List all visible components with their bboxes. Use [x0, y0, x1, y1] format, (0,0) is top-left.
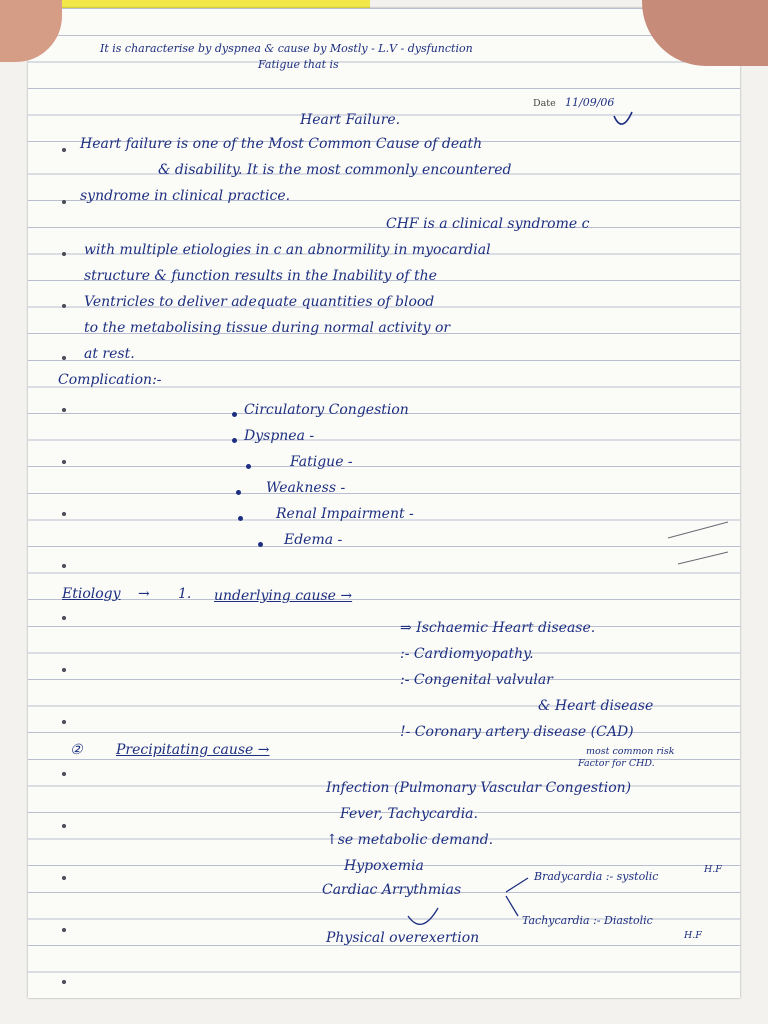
etiology-number: 1.	[178, 586, 192, 602]
margin-pencil-stroke	[668, 522, 728, 538]
paragraph2-line5: to the metabolising tissue during normal activity or	[84, 320, 451, 336]
complication-heading: Complication:-	[58, 372, 162, 388]
date-label: Date	[533, 98, 556, 109]
complication-item: Dyspnea -	[244, 428, 315, 444]
precipitating-heading: Precipitating cause →	[116, 742, 270, 758]
precipitating-item: Cardiac Arrythmias	[322, 882, 462, 898]
precipitating-item: Physical overexertion	[326, 930, 480, 946]
header-note-line1: It is characterise by dyspnea & cause by Mostly - L.V - dysfunction	[100, 42, 473, 55]
paragraph1-line2: & disability. It is the most commonly encountered	[158, 162, 512, 178]
hf-label-systolic: H.F	[704, 864, 722, 875]
cardiac-branch-down	[506, 896, 518, 916]
paragraph2-line3: structure & function results in the Inability of the	[84, 268, 437, 284]
etiology-cause: !- Coronary artery disease (CAD)	[400, 724, 634, 740]
paragraph2-line4: Ventricles to deliver adequate quantities of blood	[84, 294, 435, 310]
precipitating-item: Hypoxemia	[344, 858, 424, 874]
complication-item: Edema -	[284, 532, 343, 548]
etiology-cause: & Heart disease	[538, 698, 654, 714]
precipitating-number: ②	[70, 742, 83, 758]
margin-pencil-stroke	[678, 552, 728, 564]
header-note-line2: Fatigue that is	[258, 58, 339, 71]
paragraph2-line6: at rest.	[84, 346, 135, 362]
cad-note-line2: Factor for CHD.	[578, 758, 655, 769]
complication-item: Renal Impairment -	[276, 506, 414, 522]
complication-item: Circulatory Congestion	[244, 402, 409, 418]
precipitating-item: Fever, Tachycardia.	[340, 806, 478, 822]
branch-bradycardia: Bradycardia :- systolic	[534, 870, 659, 883]
paragraph2-line2: with multiple etiologies in c an abnormility in myocardial	[84, 242, 491, 258]
precipitating-item: ↑se metabolic demand.	[326, 832, 494, 848]
etiology-arrow: →	[138, 586, 150, 602]
etiology-cause: :- Cardiomyopathy.	[400, 646, 534, 662]
paragraph2-line1: CHF is a clinical syndrome c	[386, 216, 590, 232]
etiology-heading: Etiology	[62, 586, 121, 602]
notebook-page	[28, 8, 740, 998]
paragraph1-line1: Heart failure is one of the Most Common Cause of death	[80, 136, 483, 152]
paragraph1-line3: syndrome in clinical practice.	[80, 188, 291, 204]
date-check-mark	[614, 112, 632, 124]
ink-strokes	[28, 8, 740, 998]
branch-tachycardia: Tachycardia :- Diastolic	[522, 914, 653, 927]
complication-item: Fatigue -	[290, 454, 353, 470]
cardiac-branch-up	[506, 878, 528, 892]
arrhythmia-flourish	[408, 908, 438, 924]
etiology-cause: ⇒ Ischaemic Heart disease.	[400, 620, 596, 636]
precipitating-item: Infection (Pulmonary Vascular Congestion)	[326, 780, 632, 796]
underlying-cause: underlying cause →	[214, 588, 353, 604]
page-title: Heart Failure.	[300, 112, 401, 128]
hf-label-diastolic: H.F	[684, 930, 702, 941]
cad-note-line1: most common risk	[586, 746, 675, 757]
date-value: 11/09/06	[565, 96, 615, 109]
complication-item: Weakness -	[266, 480, 346, 496]
etiology-cause: :- Congenital valvular	[400, 672, 553, 688]
